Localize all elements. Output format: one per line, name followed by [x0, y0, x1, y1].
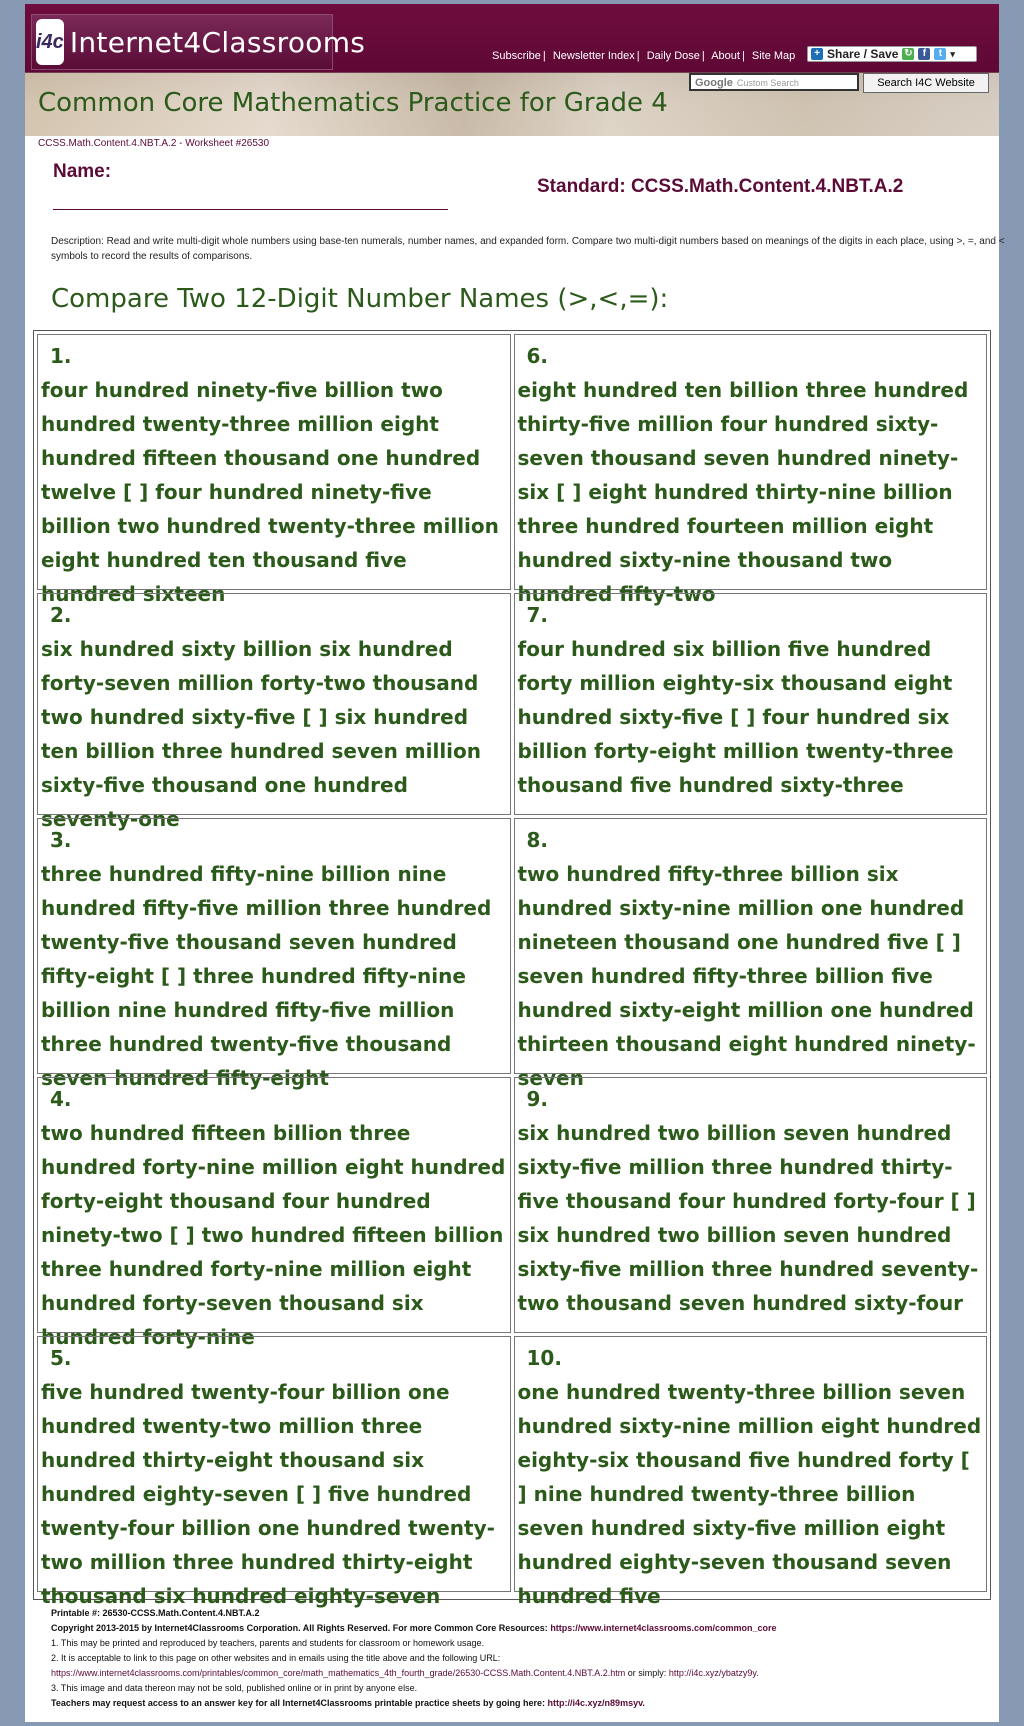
note-1: 1. This may be printed and reproduced by teachers, parents and students for classroom or homework usage. — [51, 1638, 485, 1648]
problem-number: 6. — [526, 344, 549, 368]
breadcrumb: CCSS.Math.Content.4.NBT.A.2 - Worksheet #26530 — [38, 138, 270, 149]
note-3: 3. This image and data thereon may not be sold, published online or in print by anyone else. — [51, 1683, 418, 1693]
standard-label: Standard: CCSS.Math.Content.4.NBT.A.2 — [537, 176, 904, 197]
problem-cell — [37, 1077, 511, 1349]
share-label: Share / Save — [827, 47, 899, 61]
problem-text: three hundred fifty-nine billion nine hundred fifty-five million three hundred twenty-five thousand seven hundred fifty-eight [ ] three hundred fifty-nine billion nine hundred fifty-five million three hundred twenty-five thousand seven hundred fifty-eight — [41, 862, 492, 1090]
nav-subscribe[interactable]: Subscribe — [492, 50, 541, 62]
problem-text: eight hundred ten billion three hundred thirty-five million four hundred sixty-seven thousand seven hundred ninety-six [ ] eight hundred thirty-nine billion three hundred fourteen million eight hundred sixty-nine thousand two hundred fifty-two — [517, 378, 969, 606]
copyright-text: Copyright 2013-2015 by Internet4Classrooms Corporation. All Rights Reserved. For more Common Core Resources: — [51, 1623, 548, 1633]
problem-cell — [37, 334, 511, 606]
problem-text: one hundred twenty-three billion seven hundred sixty-nine million eight hundred eighty-six thousand five hundred forty [ ] nine hundred twenty-three billion seven hundred sixty-five million eight hundred eighty-seven thousand seven hundred five — [517, 1380, 982, 1608]
url-line — [51, 1666, 981, 1681]
problem-number: 2. — [50, 603, 72, 627]
google-brand: Google — [695, 77, 733, 89]
problem-number: 8. — [526, 828, 549, 852]
nav-site-map[interactable]: Site Map — [751, 50, 796, 62]
problem-cell — [37, 818, 511, 1090]
search-placeholder: Custom Search — [736, 78, 799, 88]
problem-text: six hundred sixty billion six hundred forty-seven million forty-two thousand two hundred sixty-five [ ] six hundred ten billion three hundred seven million sixty-five thousand one hundred seventy-one — [41, 637, 482, 831]
problem-cell — [37, 593, 511, 831]
search-input[interactable] — [689, 73, 859, 91]
problem-number: 4. — [50, 1087, 72, 1111]
problem-number: 3. — [50, 828, 72, 852]
answer-key-link[interactable]: http://i4c.xyz/n89msyv. — [547, 1698, 645, 1708]
name-label: Name: — [53, 161, 112, 182]
short-url-link[interactable]: http://i4c.xyz/ybatzy9y. — [668, 1668, 759, 1678]
section-title: Compare Two 12-Digit Number Names (>,<,=): — [51, 284, 669, 314]
problem-cell — [514, 1077, 988, 1333]
problem-cell — [514, 593, 988, 815]
share-dropdown-icon: ▾ — [950, 48, 955, 59]
name-line — [53, 209, 448, 210]
common-core-link[interactable]: https://www.internet4classrooms.com/common_core — [550, 1623, 777, 1633]
problem-cell — [514, 1336, 988, 1608]
note-2: 2. It is acceptable to link to this page on other websites and in emails using the title above and the following URL: — [51, 1653, 501, 1663]
problem-text: four hundred ninety-five billion two hundred twenty-three million eight hundred fifteen thousand one hundred twelve [ ] four hundred ninety-five billion two hundred twenty-three million eight hundred ten thousand five hundred sixteen — [41, 378, 499, 606]
page — [25, 4, 1005, 1722]
problem-text: five hundred twenty-four billion one hundred twenty-two million three hundred thirty-eight thousand six hundred eighty-seven [ ] five hundred twenty-four billion one hundred twenty-two million three hundred thirty-eight thousand six hundred eighty-seven — [41, 1380, 495, 1608]
facebook-icon: f — [918, 48, 930, 60]
search-button[interactable]: Search I4C Website — [863, 73, 989, 93]
share-refresh-icon: ↻ — [904, 48, 913, 59]
share-plus-icon: + — [811, 48, 823, 60]
printable-number: Printable #: 26530-CCSS.Math.Content.4.NBT.A.2 — [51, 1608, 260, 1618]
site-header — [25, 4, 999, 136]
top-navigation: Subscribe | Newsletter Index | Daily Dose | About | Site Map — [492, 50, 796, 62]
problem-number: 5. — [50, 1346, 72, 1370]
problem-text: two hundred fifty-three billion six hundred sixty-nine million one hundred nineteen thousand one hundred five [ ] seven hundred fifty-three billion five hundred sixty-eight million one hundred thirteen thousand eight hundred ninety-seven — [517, 862, 976, 1090]
problem-number: 9. — [526, 1087, 549, 1111]
page-title: Common Core Mathematics Practice for Grade 4 — [38, 88, 668, 118]
problem-text: six hundred two billion seven hundred sixty-five million three hundred thirty-five thousand four hundred forty-four [ ] six hundred two billion seven hundred sixty-five million three hundred seventy-two thousand seven hundred sixty-four — [517, 1121, 979, 1315]
problem-cell — [514, 818, 988, 1090]
logo-text: Internet4Classrooms — [69, 25, 366, 59]
problem-cell — [514, 334, 988, 606]
logo-badge: i4c — [36, 19, 64, 65]
problem-text: four hundred six billion five hundred forty million eighty-six thousand eight hundred sixty-five [ ] four hundred six billion forty-eight million twenty-three thousand five hundred sixty-three — [517, 637, 954, 797]
problems-table — [33, 330, 991, 1608]
copyright — [51, 1621, 981, 1636]
twitter-icon: t — [934, 48, 946, 60]
problem-cell — [37, 1336, 511, 1608]
answer-key-text: Teachers may request access to an answer key for all Internet4Classrooms printable practice sheets by going here: — [51, 1698, 546, 1708]
url-or: or simply: — [627, 1668, 667, 1678]
long-url-link[interactable]: https://www.internet4classrooms.com/printables/common_core/math_mathematics_4th_fourth_grade/26530-CCSS.Math.Content.4.NBT.A.2.htm — [51, 1668, 626, 1678]
problem-number: 1. — [50, 344, 72, 368]
description: Description: Read and write multi-digit whole numbers using base-ten numerals, number names, and expanded form. Compare two multi-digit numbers based on meanings of the digits in each place, using >, =, and < symbols to record the results of comparisons. — [51, 236, 1005, 262]
answer-key-line — [51, 1696, 981, 1711]
problem-number: 7. — [526, 603, 549, 627]
share-save-button[interactable] — [807, 46, 977, 62]
problem-number: 10. — [526, 1346, 562, 1370]
site-logo[interactable] — [31, 14, 366, 70]
footer — [51, 1606, 981, 1711]
nav-newsletter-index[interactable]: Newsletter Index — [552, 50, 635, 62]
nav-about[interactable]: About — [711, 50, 740, 62]
problem-text: two hundred fifteen billion three hundred forty-nine million eight hundred forty-eight thousand four hundred ninety-two [ ] two hundred fifteen billion three hundred forty-nine million eight hundred forty-seven thousand six hundred forty-nine — [41, 1121, 506, 1349]
nav-daily-dose[interactable]: Daily Dose — [646, 50, 700, 62]
